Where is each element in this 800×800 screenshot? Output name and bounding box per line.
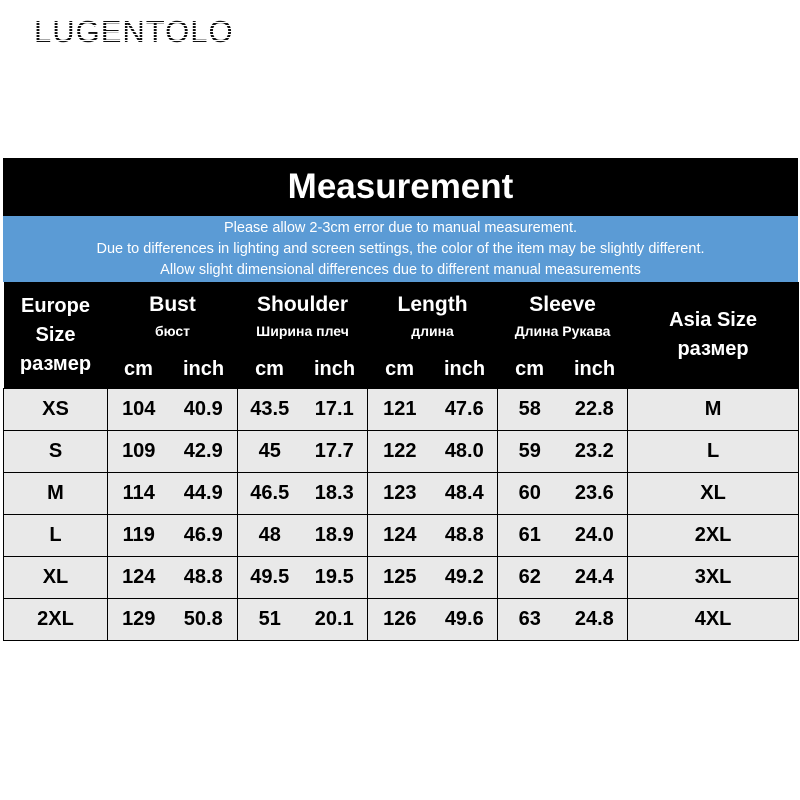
bust-inch-cell: 42.9 [170,431,238,473]
length-label-ru: длина [411,323,454,339]
shoulder-label: Shoulder [257,293,349,316]
sleeve-cm-cell: 60 [498,473,562,515]
table-row [4,557,799,599]
asia-size-header [628,282,799,389]
europe-size-cell: M [4,473,108,515]
length-inch-cell: 47.6 [432,389,498,431]
europe-size-header [4,282,108,389]
shoulder-cm-cell: 48 [238,515,302,557]
unit-cm: cm [108,350,170,389]
bust-cm-cell: 109 [108,431,170,473]
shoulder-cm-cell: 51 [238,599,302,641]
asia-header-line: размер [677,338,749,360]
bust-label: Bust [149,293,196,316]
size-chart [3,158,798,641]
length-inch-cell: 49.2 [432,557,498,599]
length-cm-cell: 124 [368,515,432,557]
asia-size-cell: 4XL [628,599,799,641]
shoulder-cm-cell: 49.5 [238,557,302,599]
length-inch-cell: 48.8 [432,515,498,557]
sleeve-inch-cell: 22.8 [562,389,628,431]
notice-line: Allow slight dimensional differences due to different manual measurements [160,261,641,278]
shoulder-cm-cell: 43.5 [238,389,302,431]
bust-inch-cell: 46.9 [170,515,238,557]
bust-cm-cell: 114 [108,473,170,515]
bust-inch-cell: 48.8 [170,557,238,599]
brand-logo: LUGENTOLO [34,14,234,49]
unit-inch: inch [302,350,368,389]
sleeve-inch-cell: 24.0 [562,515,628,557]
europe-size-cell: XS [4,389,108,431]
notice-panel [3,216,798,282]
chart-title: Measurement [3,158,798,216]
shoulder-inch-cell: 20.1 [302,599,368,641]
bust-inch-cell: 50.8 [170,599,238,641]
europe-size-cell: S [4,431,108,473]
unit-cm: cm [498,350,562,389]
table-row [4,431,799,473]
unit-inch: inch [432,350,498,389]
asia-header-line: Asia Size [669,309,757,331]
shoulder-inch-cell: 18.9 [302,515,368,557]
bust-label-ru: бюст [154,323,191,339]
length-header [368,282,498,350]
europe-header-line: Europe [21,294,90,317]
europe-header-line: Size [35,323,76,346]
notice-line: Due to differences in lighting and screen settings, the color of the item may be slightly different. [96,240,705,257]
shoulder-header [238,282,368,350]
sleeve-inch-cell: 24.8 [562,599,628,641]
sleeve-label: Sleeve [529,293,596,316]
asia-size-cell: 2XL [628,515,799,557]
length-cm-cell: 123 [368,473,432,515]
bust-inch-cell: 44.9 [170,473,238,515]
unit-cm: cm [238,350,302,389]
bust-inch-cell: 40.9 [170,389,238,431]
table-row [4,473,799,515]
europe-header-line: размер [19,352,92,375]
sleeve-cm-cell: 58 [498,389,562,431]
sleeve-cm-cell: 63 [498,599,562,641]
bust-cm-cell: 124 [108,557,170,599]
europe-size-cell: XL [4,557,108,599]
asia-size-cell: 3XL [628,557,799,599]
sleeve-cm-cell: 59 [498,431,562,473]
unit-inch: inch [562,350,628,389]
bust-cm-cell: 129 [108,599,170,641]
bust-header [108,282,238,350]
table-row [4,389,799,431]
sleeve-cm-cell: 61 [498,515,562,557]
length-inch-cell: 48.0 [432,431,498,473]
shoulder-inch-cell: 19.5 [302,557,368,599]
unit-inch: inch [170,350,238,389]
size-table [3,282,799,641]
bust-cm-cell: 104 [108,389,170,431]
shoulder-label-ru: Ширина плеч [256,323,349,339]
sleeve-header [498,282,628,350]
shoulder-inch-cell: 18.3 [302,473,368,515]
sleeve-cm-cell: 62 [498,557,562,599]
table-row [4,515,799,557]
table-row [4,599,799,641]
length-cm-cell: 122 [368,431,432,473]
shoulder-inch-cell: 17.1 [302,389,368,431]
notice-line: Please allow 2-3cm error due to manual measurement. [224,219,577,236]
europe-size-cell: L [4,515,108,557]
length-label: Length [397,293,468,316]
asia-size-cell: M [628,389,799,431]
asia-size-cell: L [628,431,799,473]
sleeve-inch-cell: 23.6 [562,473,628,515]
sleeve-label-ru: Длина Рукава [514,323,611,339]
shoulder-cm-cell: 45 [238,431,302,473]
asia-size-cell: XL [628,473,799,515]
length-inch-cell: 49.6 [432,599,498,641]
length-cm-cell: 125 [368,557,432,599]
bust-cm-cell: 119 [108,515,170,557]
length-inch-cell: 48.4 [432,473,498,515]
unit-cm: cm [368,350,432,389]
length-cm-cell: 121 [368,389,432,431]
length-cm-cell: 126 [368,599,432,641]
sleeve-inch-cell: 23.2 [562,431,628,473]
shoulder-cm-cell: 46.5 [238,473,302,515]
europe-size-cell: 2XL [4,599,108,641]
shoulder-inch-cell: 17.7 [302,431,368,473]
sleeve-inch-cell: 24.4 [562,557,628,599]
